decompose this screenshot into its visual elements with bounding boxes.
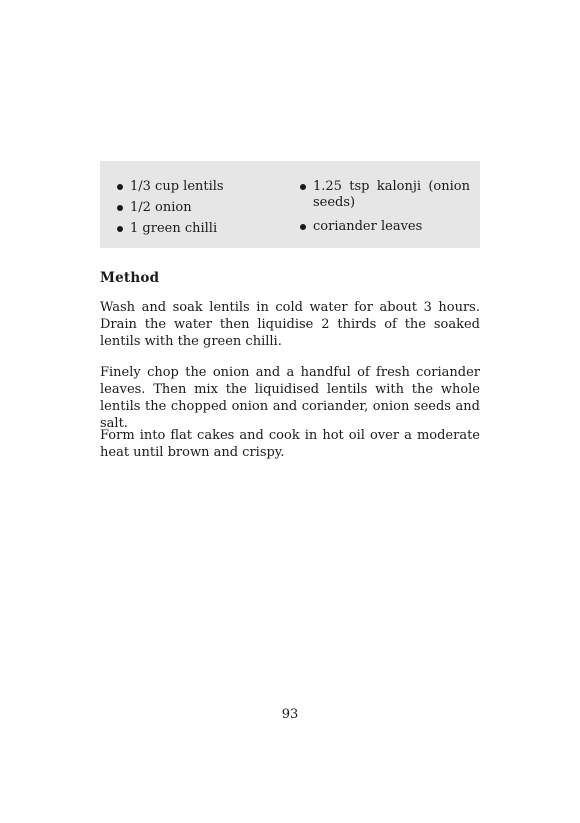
ingredient-item [298,179,470,211]
ingredient-item [298,219,470,235]
ingredient-item [115,221,285,237]
method-paragraph: Finely chop the onion and a handful of fresh coriander leaves. Then mix the liquidised lentils with the whole lentils the chopped onion and coriander, onion seeds and salt. [100,365,480,431]
ingredient-label: 1/3 cup lentils [130,179,224,194]
ingredient-label: 1 green chilli [130,221,218,236]
ingredient-label: coriander leaves [313,219,423,234]
ingredients-box [100,161,480,248]
bullet-icon [117,226,123,232]
ingredient-label: 1/2 onion [130,200,192,215]
method-paragraph: Form into flat cakes and cook in hot oil over a moderate heat until brown and crispy. [100,428,480,460]
method-heading: Method [100,270,160,286]
bullet-icon [300,224,306,230]
method-paragraph: Wash and soak lentils in cold water for about 3 hours. Drain the water then liquidise 2 thirds of the soaked lentils with the green chilli. [100,300,480,349]
ingredient-item [115,200,285,216]
ingredients-column-right [298,179,470,243]
bullet-icon [117,205,123,211]
ingredients-column-left [115,179,285,242]
ingredient-item [115,179,285,195]
bullet-icon [117,184,123,190]
bullet-icon [300,184,306,190]
ingredient-label: 1.25 tsp kalonji (onion seeds) [313,179,470,210]
page-number: 93 [281,707,299,722]
